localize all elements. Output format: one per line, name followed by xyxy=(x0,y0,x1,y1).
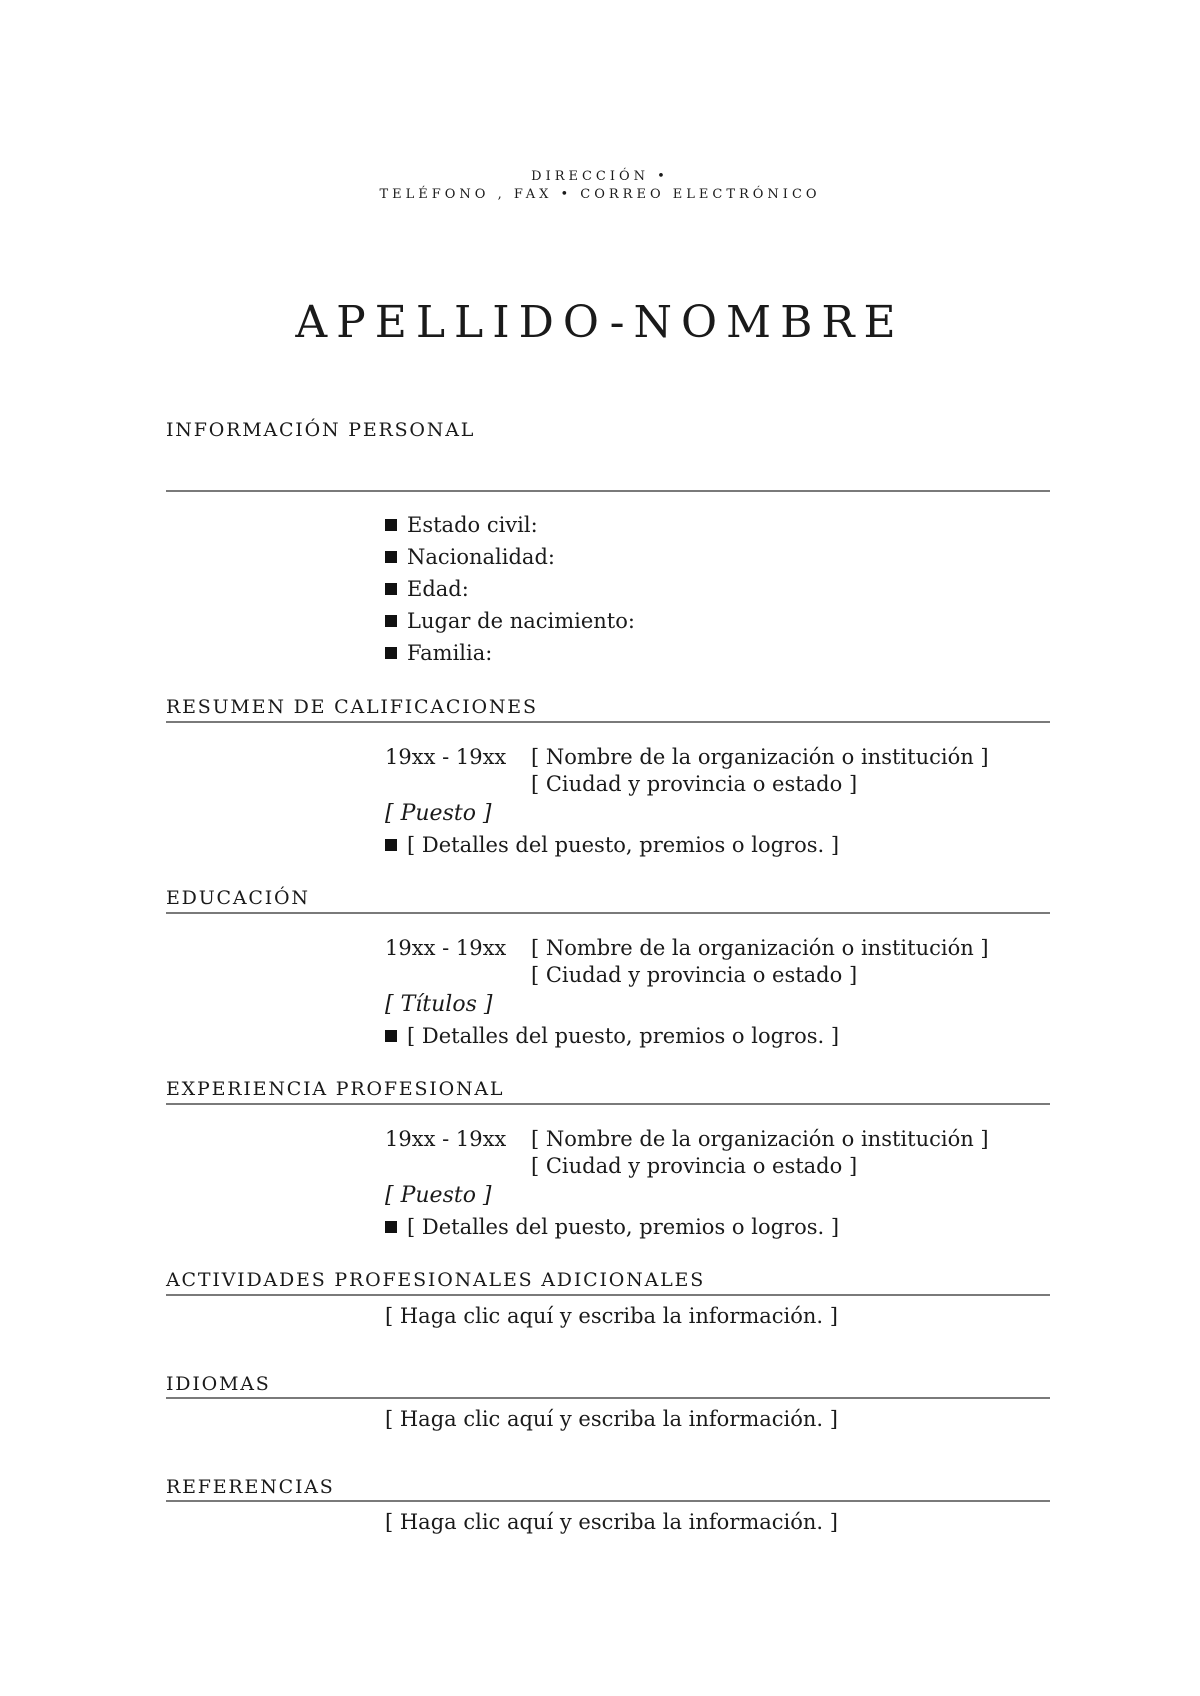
entry-dates: 19xx - 19xx xyxy=(385,1127,507,1151)
personal-item[interactable] xyxy=(385,544,555,570)
section-divider xyxy=(166,490,1050,492)
section-divider xyxy=(166,1500,1050,1502)
square-bullet-icon xyxy=(385,519,397,531)
entry-details[interactable] xyxy=(385,1214,839,1240)
address-line[interactable]: DIRECCIÓN • xyxy=(531,169,669,184)
entry-organization: [ Nombre de la organización o institución ] xyxy=(531,745,989,769)
square-bullet-icon xyxy=(385,583,397,595)
entry-details-text: [ Detalles del puesto, premios o logros. ] xyxy=(407,1215,840,1239)
section-title-references[interactable]: REFERENCIAS xyxy=(166,1476,335,1498)
personal-item-label: Estado civil: xyxy=(407,513,538,537)
entry-location[interactable]: [ Ciudad y provincia o estado ] xyxy=(531,1154,858,1178)
entry-organization: [ Nombre de la organización o institución ] xyxy=(531,936,989,960)
square-bullet-icon xyxy=(385,647,397,659)
contact-line[interactable]: TELÉFONO , FAX • CORREO ELECTRÓNICO xyxy=(379,187,821,202)
full-name[interactable]: APELLIDO-NOMBRE xyxy=(295,297,905,348)
personal-item[interactable] xyxy=(385,608,635,634)
personal-item[interactable] xyxy=(385,640,492,666)
section-title-activities[interactable]: ACTIVIDADES PROFESIONALES ADICIONALES xyxy=(166,1269,706,1291)
section-divider xyxy=(166,721,1050,723)
entry-role[interactable]: [ Puesto ] xyxy=(385,801,492,826)
personal-item-label: Lugar de nacimiento: xyxy=(407,609,635,633)
personal-item[interactable] xyxy=(385,512,538,538)
section-divider xyxy=(166,912,1050,914)
entry-role[interactable]: [ Títulos ] xyxy=(385,992,493,1017)
square-bullet-icon xyxy=(385,1221,397,1233)
entry-header[interactable] xyxy=(385,935,989,961)
personal-item-label: Familia: xyxy=(407,641,493,665)
entry-location[interactable]: [ Ciudad y provincia o estado ] xyxy=(531,772,858,796)
section-title-personal[interactable]: INFORMACIÓN PERSONAL xyxy=(166,419,476,441)
section-divider xyxy=(166,1397,1050,1399)
entry-role[interactable]: [ Puesto ] xyxy=(385,1183,492,1208)
entry-dates: 19xx - 19xx xyxy=(385,745,507,769)
entry-header[interactable] xyxy=(385,744,989,770)
entry-details-text: [ Detalles del puesto, premios o logros. ] xyxy=(407,833,840,857)
personal-item-label: Edad: xyxy=(407,577,469,601)
section-title-education[interactable]: EDUCACIÓN xyxy=(166,887,310,909)
entry-details[interactable] xyxy=(385,1023,839,1049)
square-bullet-icon xyxy=(385,1030,397,1042)
entry-details[interactable] xyxy=(385,832,839,858)
square-bullet-icon xyxy=(385,551,397,563)
placeholder-text[interactable]: [ Haga clic aquí y escriba la información. ] xyxy=(385,1304,838,1328)
personal-item[interactable] xyxy=(385,576,469,602)
section-title-languages[interactable]: IDIOMAS xyxy=(166,1373,271,1395)
entry-header[interactable] xyxy=(385,1126,989,1152)
entry-organization: [ Nombre de la organización o institución ] xyxy=(531,1127,989,1151)
entry-details-text: [ Detalles del puesto, premios o logros. ] xyxy=(407,1024,840,1048)
entry-dates: 19xx - 19xx xyxy=(385,936,507,960)
placeholder-text[interactable]: [ Haga clic aquí y escriba la información. ] xyxy=(385,1510,838,1534)
entry-location[interactable]: [ Ciudad y provincia o estado ] xyxy=(531,963,858,987)
square-bullet-icon xyxy=(385,839,397,851)
section-title-experience[interactable]: EXPERIENCIA PROFESIONAL xyxy=(166,1078,505,1100)
section-title-qualifications[interactable]: RESUMEN DE CALIFICACIONES xyxy=(166,696,538,718)
placeholder-text[interactable]: [ Haga clic aquí y escriba la información. ] xyxy=(385,1407,838,1431)
section-divider xyxy=(166,1294,1050,1296)
square-bullet-icon xyxy=(385,615,397,627)
personal-item-label: Nacionalidad: xyxy=(407,545,555,569)
section-divider xyxy=(166,1103,1050,1105)
